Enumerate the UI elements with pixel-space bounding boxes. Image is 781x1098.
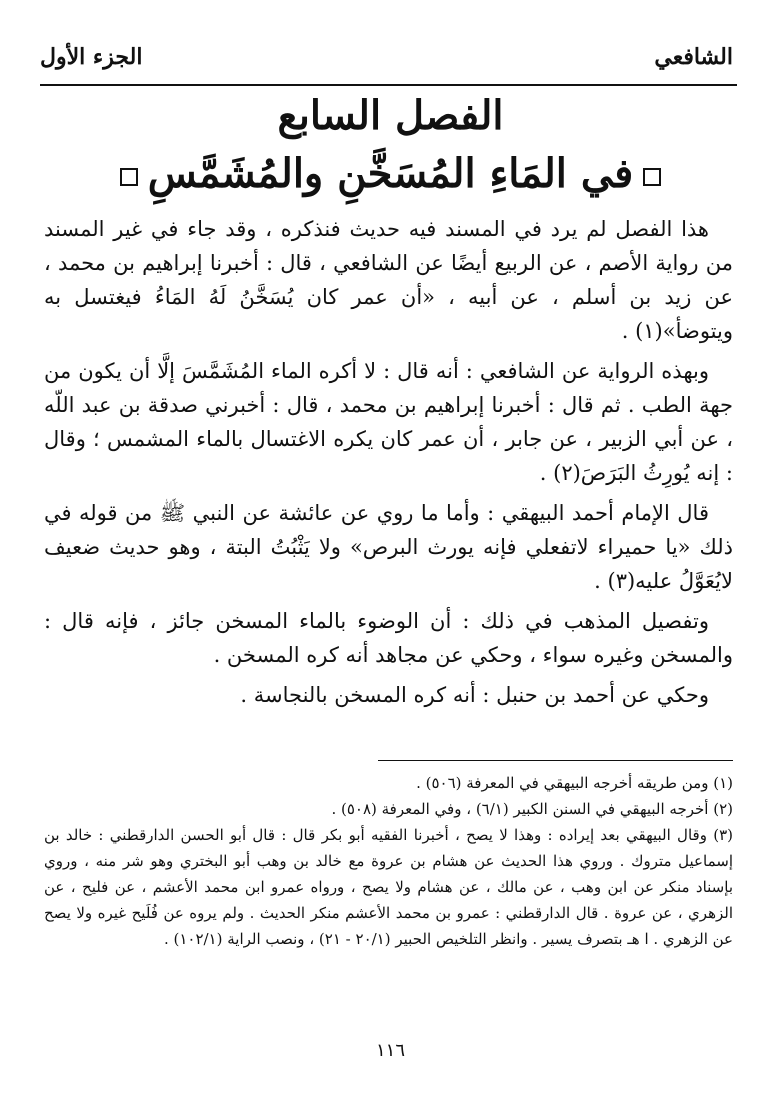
footnote-divider (378, 760, 733, 761)
paragraph: هذا الفصل لم يرد في المسند فيه حديث فنذكره ، وقد جاء في غير المسند من رواية الأصم ، عن الربيع أيضًا عن الشافعي ، قال : أخبرنا إبراهيم بن محمد ، عن زيد بن أسلم ، عن أبيه ، «أن عمر كان يُسَخَّنُ لَهُ المَاءُ فيغتسل به ويتوضأ»(١) . (44, 217, 733, 343)
chapter-subtitle-wrap (0, 150, 781, 197)
header-volume: الجزء الأول (40, 44, 143, 70)
paragraph: وحكي عن أحمد بن حنبل : أنه كره المسخن بالنجاسة . (240, 683, 709, 707)
footnotes (44, 770, 733, 952)
square-ornament-icon (643, 168, 661, 186)
main-text (44, 212, 733, 712)
paragraph: وبهذه الرواية عن الشافعي : أنه قال : لا أكره الماء المُشَمَّسَ إلَّا أن يكون من جهة الطب . ثم قال : أخبرنا إبراهيم بن محمد ، قال : أخبرني صدقة بن عبد اللّه ، عن أبي الزبير ، عن جابر ، أن عمر كان يكره الاغتسال بالماء المشمس ؛ وقال : إنه يُورِثُ البَرَصَ(٢) . (44, 359, 733, 485)
footnote: (٢) أخرجه البيهقي في السنن الكبير (٦/١) ، وفي المعرفة (٥٠٨) . (331, 800, 733, 818)
chapter-subtitle: في المَاءِ المُسَخَّنِ والمُشَمَّسِ (147, 150, 634, 197)
page-number: ١١٦ (375, 1040, 405, 1061)
square-ornament-icon (120, 168, 138, 186)
header-book-title: الشافعي (654, 44, 733, 70)
chapter-title: الفصل السابع (277, 92, 504, 139)
header-divider (40, 84, 737, 86)
footnote: (١) ومن طريقه أخرجه البيهقي في المعرفة (٥٠٦) . (416, 774, 733, 792)
running-header (40, 40, 733, 80)
footnote: (٣) وقال البيهقي بعد إيراده : وهذا لا يصح ، أخبرنا الفقيه أبو بكر قال : قال أبو الحسن الدارقطني : خالد بن إسماعيل متروك . وروي هذا الحديث عن هشام بن عروة مع خالد بن وهب أبو البختري وهو شر منه ، وروي بإسناد منكر عن ابن وهب ، عن مالك ، عن هشام ولا يصح ، ورواه عمرو ابن محمد الأعشم ، عن فليح ، عن الزهري ، عن عروة . قال الدارقطني : عمرو بن محمد الأعشم منكر الحديث . ولم يروه عن فُلَيح غيره ولا يصح عن الزهري . ا هـ بتصرف يسير . وانظر التلخيص الحبير (٢٠/١ - ٢١) ، ونصب الراية (١٠٢/١) . (44, 826, 733, 948)
paragraph: قال الإمام أحمد البيهقي : وأما ما روي عن عائشة عن النبي ﷺ من قوله في ذلك «يا حميراء لاتفعلي فإنه يورث البرص» ولا يَثْبُتُ البتة ، وهو حديث ضعيف لايُعَوَّلُ عليه(٣) . (44, 501, 733, 593)
paragraph: وتفصيل المذهب في ذلك : أن الوضوء بالماء المسخن جائز ، فإنه قال : والمسخن وغيره سواء ، وحكي عن مجاهد أنه كره المسخن . (44, 609, 733, 667)
